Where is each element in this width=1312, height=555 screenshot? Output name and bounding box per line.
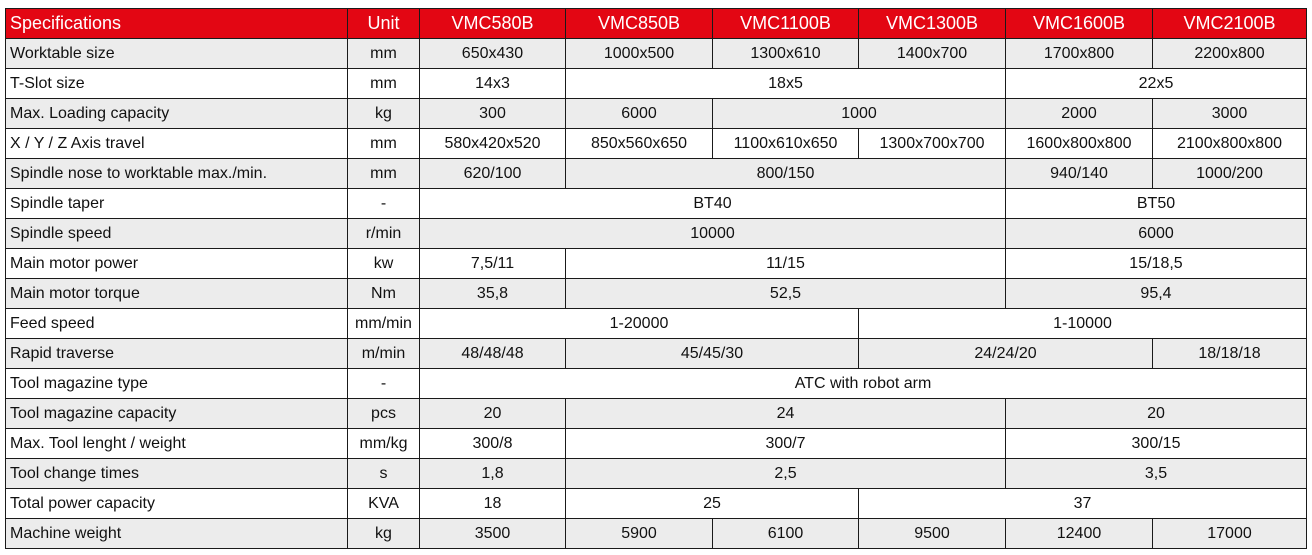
row-value: 20 [420, 399, 566, 429]
table-row [6, 39, 1307, 69]
table-row [6, 339, 1307, 369]
row-value: 2100x800x800 [1153, 129, 1307, 159]
row-value: 18x5 [566, 69, 1006, 99]
row-label: Tool change times [6, 459, 348, 489]
row-unit: kw [348, 249, 420, 279]
row-value: 580x420x520 [420, 129, 566, 159]
row-value: 300/8 [420, 429, 566, 459]
specifications-table [5, 8, 1307, 549]
row-value: 9500 [859, 519, 1006, 549]
row-label: Max. Loading capacity [6, 99, 348, 129]
row-value: 24/24/20 [859, 339, 1153, 369]
row-value: 10000 [420, 219, 1006, 249]
row-label: Machine weight [6, 519, 348, 549]
row-label: Tool magazine type [6, 369, 348, 399]
row-value: 300 [420, 99, 566, 129]
row-value: 1400x700 [859, 39, 1006, 69]
row-value: 6100 [713, 519, 859, 549]
row-value: 1000x500 [566, 39, 713, 69]
row-unit: - [348, 369, 420, 399]
header-specifications: Specifications [6, 9, 348, 39]
row-value: 2200x800 [1153, 39, 1307, 69]
row-value: ATC with robot arm [420, 369, 1307, 399]
row-value: 20 [1006, 399, 1307, 429]
row-label: Spindle taper [6, 189, 348, 219]
table-row [6, 519, 1307, 549]
row-value: 1-20000 [420, 309, 859, 339]
table-row [6, 249, 1307, 279]
row-value: 1000/200 [1153, 159, 1307, 189]
row-value: 95,4 [1006, 279, 1307, 309]
row-unit: mm [348, 39, 420, 69]
table-row [6, 399, 1307, 429]
row-value: 37 [859, 489, 1307, 519]
header-model-vmc1600b: VMC1600B [1006, 9, 1153, 39]
row-value: 18 [420, 489, 566, 519]
row-unit: kg [348, 519, 420, 549]
row-value: 1,8 [420, 459, 566, 489]
table-row [6, 309, 1307, 339]
row-unit: KVA [348, 489, 420, 519]
row-value: 48/48/48 [420, 339, 566, 369]
row-unit: mm/kg [348, 429, 420, 459]
row-label: Main motor torque [6, 279, 348, 309]
row-value: 1-10000 [859, 309, 1307, 339]
row-value: 52,5 [566, 279, 1006, 309]
row-value: 15/18,5 [1006, 249, 1307, 279]
row-value: 14x3 [420, 69, 566, 99]
row-value: 1100x610x650 [713, 129, 859, 159]
row-unit: s [348, 459, 420, 489]
row-value: 11/15 [566, 249, 1006, 279]
row-value: 850x560x650 [566, 129, 713, 159]
row-value: 35,8 [420, 279, 566, 309]
row-unit: mm [348, 159, 420, 189]
table-row [6, 69, 1307, 99]
row-value: 620/100 [420, 159, 566, 189]
row-unit: kg [348, 99, 420, 129]
row-value: BT50 [1006, 189, 1307, 219]
row-label: X / Y / Z Axis travel [6, 129, 348, 159]
row-value: 1600x800x800 [1006, 129, 1153, 159]
header-model-vmc1300b: VMC1300B [859, 9, 1006, 39]
row-label: Spindle speed [6, 219, 348, 249]
table-row [6, 369, 1307, 399]
table-row [6, 129, 1307, 159]
row-unit: mm [348, 129, 420, 159]
row-value: 3,5 [1006, 459, 1307, 489]
table-row [6, 99, 1307, 129]
header-model-vmc850b: VMC850B [566, 9, 713, 39]
row-value: 6000 [1006, 219, 1307, 249]
row-label: T-Slot size [6, 69, 348, 99]
row-value: 2000 [1006, 99, 1153, 129]
table-row [6, 489, 1307, 519]
row-value: 650x430 [420, 39, 566, 69]
header-model-vmc2100b: VMC2100B [1153, 9, 1307, 39]
row-value: 800/150 [566, 159, 1006, 189]
row-value: 6000 [566, 99, 713, 129]
row-value: 1700x800 [1006, 39, 1153, 69]
row-label: Max. Tool lenght / weight [6, 429, 348, 459]
header-row [6, 9, 1307, 39]
table-row [6, 279, 1307, 309]
table-row [6, 219, 1307, 249]
row-value: 12400 [1006, 519, 1153, 549]
row-unit: r/min [348, 219, 420, 249]
header-model-vmc1100b: VMC1100B [713, 9, 859, 39]
row-value: 300/7 [566, 429, 1006, 459]
table-row [6, 189, 1307, 219]
row-value: BT40 [420, 189, 1006, 219]
row-value: 3500 [420, 519, 566, 549]
row-value: 1300x700x700 [859, 129, 1006, 159]
header-unit: Unit [348, 9, 420, 39]
table-body [6, 39, 1307, 549]
row-label: Main motor power [6, 249, 348, 279]
row-label: Feed speed [6, 309, 348, 339]
table-row [6, 459, 1307, 489]
row-unit: mm/min [348, 309, 420, 339]
row-value: 22x5 [1006, 69, 1307, 99]
header-model-vmc580b: VMC580B [420, 9, 566, 39]
row-value: 940/140 [1006, 159, 1153, 189]
table-row [6, 159, 1307, 189]
row-unit: Nm [348, 279, 420, 309]
row-value: 5900 [566, 519, 713, 549]
row-label: Spindle nose to worktable max./min. [6, 159, 348, 189]
row-value: 25 [566, 489, 859, 519]
row-value: 18/18/18 [1153, 339, 1307, 369]
row-value: 1300x610 [713, 39, 859, 69]
row-label: Worktable size [6, 39, 348, 69]
row-value: 7,5/11 [420, 249, 566, 279]
row-value: 300/15 [1006, 429, 1307, 459]
row-label: Total power capacity [6, 489, 348, 519]
row-unit: m/min [348, 339, 420, 369]
row-value: 45/45/30 [566, 339, 859, 369]
row-unit: pcs [348, 399, 420, 429]
row-unit: mm [348, 69, 420, 99]
row-value: 17000 [1153, 519, 1307, 549]
row-value: 2,5 [566, 459, 1006, 489]
row-label: Tool magazine capacity [6, 399, 348, 429]
row-value: 24 [566, 399, 1006, 429]
row-label: Rapid traverse [6, 339, 348, 369]
row-value: 1000 [713, 99, 1006, 129]
row-unit: - [348, 189, 420, 219]
table-row [6, 429, 1307, 459]
row-value: 3000 [1153, 99, 1307, 129]
